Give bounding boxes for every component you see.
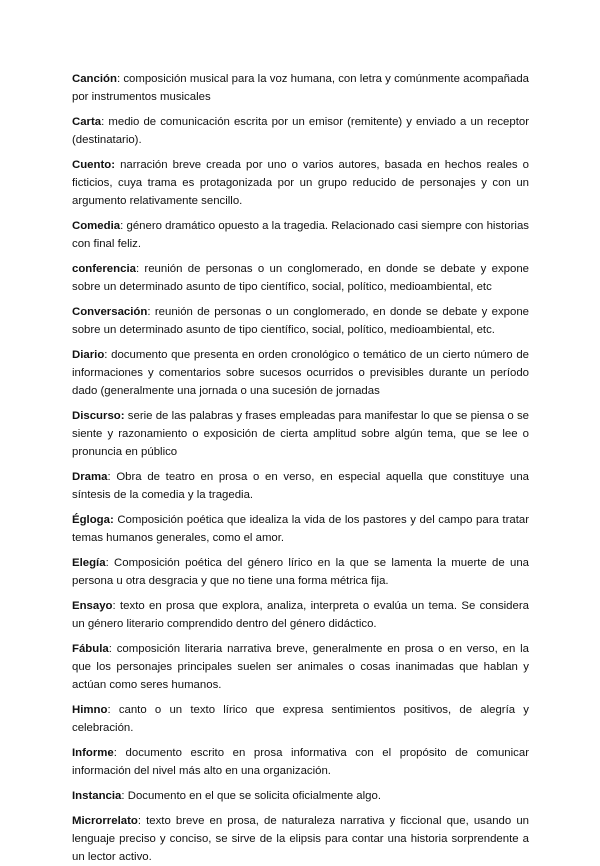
entry-term: Carta (72, 116, 102, 128)
glossary-entry-himno (72, 701, 529, 737)
glossary-entry-elegia (72, 554, 529, 590)
entry-term: Microrrelato (72, 815, 138, 827)
glossary-entry-cuento (72, 156, 529, 210)
glossary-entry-diario (72, 346, 529, 400)
glossary-entry-carta (72, 113, 529, 149)
entry-definition: : Documento en el que se solicita oficialmente algo. (121, 790, 381, 802)
entry-definition: : Composición poética del género lírico en la que se lamenta la muerte de una persona u otra desgracia y que no tiene una forma métrica fija. (72, 557, 529, 587)
entry-definition: : género dramático opuesto a la tragedia. Relacionado casi siempre con historias con final feliz. (72, 220, 529, 250)
entry-definition: : reunión de personas o un conglomerado, en donde se debate y expone sobre un determinado asunto de tipo científico, social, político, medioambiental, etc (72, 263, 529, 293)
entry-term: Discurso: (72, 410, 125, 422)
entry-definition: : documento que presenta en orden cronológico o temático de un cierto número de informaciones y comentarios sobre sucesos ocurridos o previsibles durante un período dado (generalmente una jornada o una sucesión de jornadas (72, 349, 529, 397)
glossary-entry-discurso (72, 407, 529, 461)
entry-term: conferencia (72, 263, 136, 275)
entry-definition: : medio de comunicación escrita por un emisor (remitente) y enviado a un receptor (destinatario). (72, 116, 529, 146)
glossary-entry-conferencia (72, 260, 529, 296)
glossary-entry-drama (72, 468, 529, 504)
entry-definition: : reunión de personas o un conglomerado, en donde se debate y expone sobre un determinado asunto de tipo científico, social, político, medioambiental, etc. (72, 306, 529, 336)
entry-definition: : composición literaria narrativa breve, generalmente en prosa o en verso, en la que los personajes principales suelen ser animales o cosas inanimadas que hablan y actúan como seres humanos. (72, 643, 529, 691)
entry-term: Diario (72, 349, 105, 361)
entry-term: Canción (72, 73, 117, 85)
glossary-entry-fabula (72, 640, 529, 694)
entry-definition: : texto en prosa que explora, analiza, interpreta o evalúa un tema. Se considera un género literario comprendido dentro del género didáctico. (72, 600, 529, 630)
glossary-entry-cancion (72, 70, 529, 106)
glossary-entry-egloga (72, 511, 529, 547)
entry-term: Fábula (72, 643, 109, 655)
entry-definition: Composición poética que idealiza la vida de los pastores y del campo para tratar temas humanos generales, como el amor. (72, 514, 529, 544)
entry-term: Instancia (72, 790, 122, 802)
entry-definition: : canto o un texto lírico que expresa sentimientos positivos, de alegría y celebración. (72, 704, 529, 734)
entry-term: Himno (72, 704, 108, 716)
entry-term: Conversación (72, 306, 148, 318)
entry-term: Cuento: (72, 159, 116, 171)
entry-term: Ensayo (72, 600, 113, 612)
entry-definition: : Obra de teatro en prosa o en verso, en especial aquella que constituye una síntesis de la comedia y la tragedia. (72, 471, 529, 501)
entry-definition: : composición musical para la voz humana, con letra y comúnmente acompañada por instrumentos musicales (72, 73, 529, 103)
glossary-entry-ensayo (72, 597, 529, 633)
entry-term: Égloga: (72, 514, 114, 526)
glossary-entry-microrrelato (72, 812, 529, 866)
entry-definition: narración breve creada por uno o varios autores, basada en hechos reales o ficticios, cuya trama es protagonizada por un grupo reducido de personajes y con un argumento relativamente sencillo. (72, 159, 529, 207)
entry-definition: serie de las palabras y frases empleadas para manifestar lo que se piensa o se siente y razonamiento o exposición de cierta amplitud sobre algún tema, que se lee o pronuncia en público (72, 410, 529, 458)
entry-definition: : documento escrito en prosa informativa con el propósito de comunicar información del nivel más alto en una organización. (72, 747, 529, 777)
entry-term: Informe (72, 747, 114, 759)
entry-term: Elegía (72, 557, 106, 569)
entry-term: Drama (72, 471, 108, 483)
glossary-entry-conversacion (72, 303, 529, 339)
glossary-entry-informe (72, 744, 529, 780)
glossary-entry-instancia (72, 787, 529, 805)
entry-definition: : texto breve en prosa, de naturaleza narrativa y ficcional que, usando un lenguaje preciso y conciso, se sirve de la elipsis para contar una historia sorprendente a un lector activo. (72, 815, 529, 863)
entry-term: Comedia (72, 220, 121, 232)
glossary-entry-comedia (72, 217, 529, 253)
